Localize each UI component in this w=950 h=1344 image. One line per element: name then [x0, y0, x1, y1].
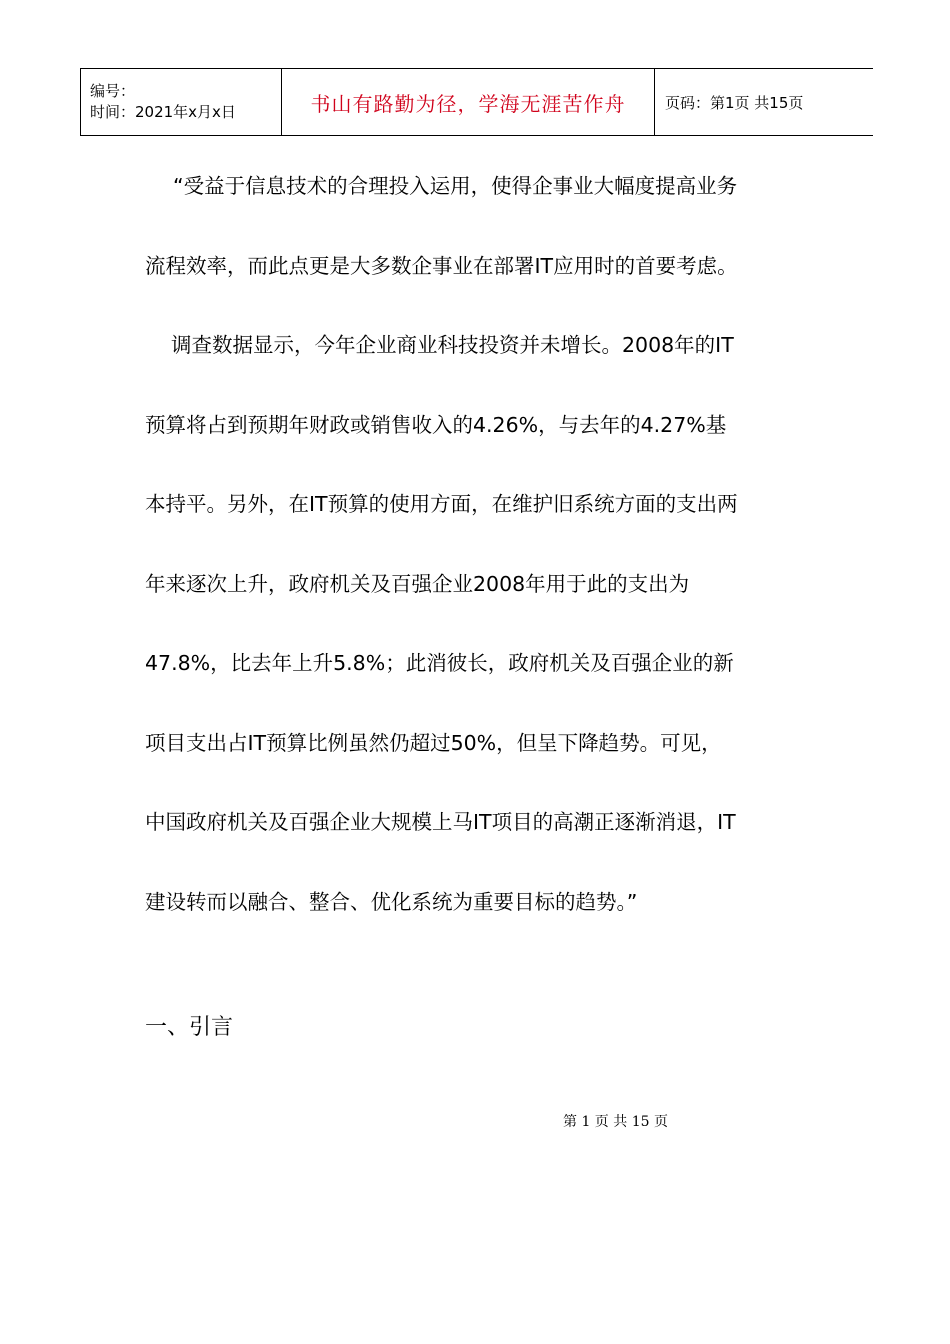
footer-page-number: 第 1 页 共 15 页 [563, 1114, 668, 1130]
body-paragraphs [145, 147, 805, 942]
header-page-cell [655, 69, 874, 136]
body-line: 本持平。另外，在IT预算的使用方面，在维护旧系统方面的支出两 [145, 492, 738, 516]
header-motto: 书山有路勤为径，学海无涯苦作舟 [310, 91, 626, 116]
document-header-table [80, 68, 873, 136]
header-info-cell [81, 69, 282, 136]
body-line: 建设转而以融合、整合、优化系统为重要目标的趋势。” [145, 889, 638, 914]
section-heading: 一、引言 [145, 1015, 234, 1040]
body-line: “受益于信息技术的合理投入运用，使得企事业大幅度提高业务 [173, 174, 738, 198]
body-line: 中国政府机关及百强企业大规模上马IT项目的高潮正逐渐消退，IT [145, 810, 736, 834]
header-motto-cell [282, 69, 655, 136]
body-line: 预算将占到预期年财政或销售收入的4.26%，与去年的4.27%基 [145, 412, 727, 437]
body-line: 流程效率，而此点更是大多数企事业在部署IT应用时的首要考虑。 [145, 253, 738, 278]
body-line: 项目支出占IT预算比例虽然仍超过50%，但呈下降趋势。可见， [145, 730, 722, 755]
header-page-code: 页码：第1页 共15页 [665, 93, 804, 112]
document-number-label: 编号： [90, 82, 136, 100]
body-line: 调查数据显示，今年企业商业科技投资并未增长。2008年的IT [171, 333, 734, 357]
document-date-label: 时间：2021年x月x日 [90, 103, 236, 121]
body-line: 47.8%，比去年上升5.8%；此消彼长，政府机关及百强企业的新 [145, 651, 734, 675]
body-line: 年来逐次上升，政府机关及百强企业2008年用于此的支出为 [145, 571, 690, 596]
